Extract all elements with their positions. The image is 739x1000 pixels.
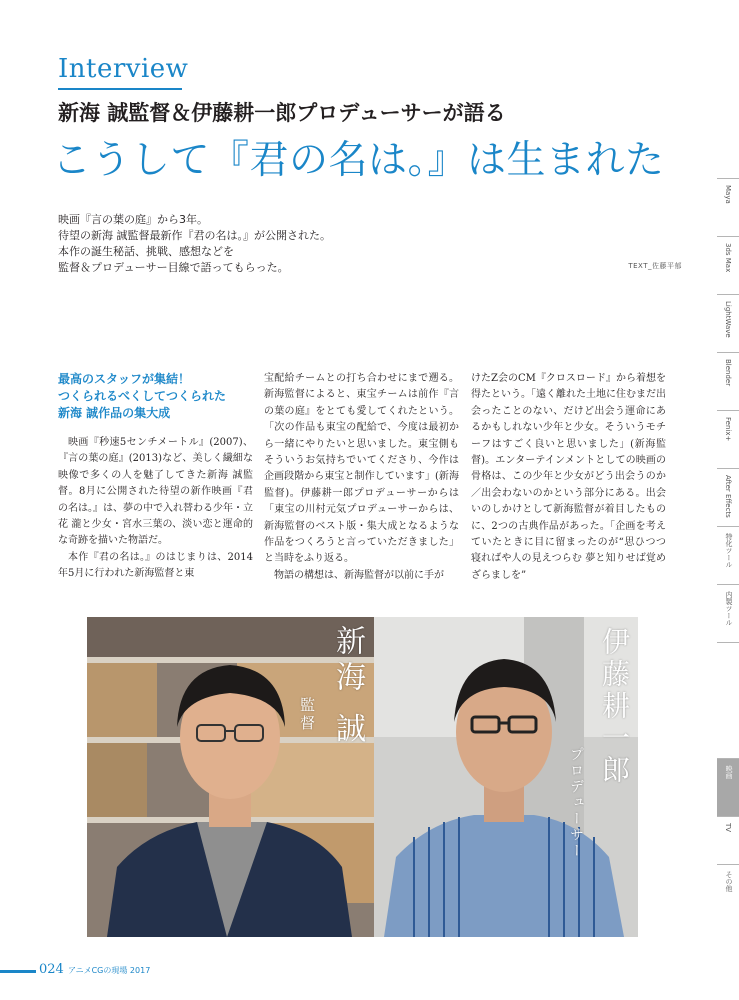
- article-subtitle: 新海 誠監督＆伊藤耕一郎プロデューサーが語る: [58, 101, 506, 125]
- photo-director: [87, 617, 374, 937]
- section-heading-line: つくられるべくしてつくられた: [58, 389, 227, 403]
- text-credit: TEXT_佐藤平郁: [628, 262, 682, 270]
- section-heading: [58, 371, 253, 422]
- producer-role: プロデューサー: [568, 747, 584, 859]
- article-title: こうして『君の名は。』は生まれた: [52, 138, 665, 183]
- category-tabs: [717, 178, 739, 918]
- paragraph: けたZ会のCM『クロスロード』から着想を得たという。「遠く離れた土地に住むまだ出会ったことのない、だけど出会う運命にあるかもしれない少年と少女。そういうモチーフはすごく良いと思いました」(新海監督)。エンターテインメントとしての映画の骨格は、この少年と少女がどう出会うのか／出会わないのかという部分にある。出会いのしかけとして新海監督が着目したものに、2つの古典作品があった。「企画を考えていたときに目に留まったのが“思ひつつ寝ればや人の見えつらむ 夢と知りせば覚めざらましを”: [471, 373, 666, 581]
- director-role: 監督: [298, 697, 316, 733]
- paragraph: 本作『君の名は。』のはじまりは、2014年5月に行われた新海監督と東: [58, 551, 253, 580]
- tab-label: その他: [725, 871, 733, 892]
- tab-movie[interactable]: [717, 758, 739, 817]
- publication-name: アニメCGの現場 2017: [68, 966, 151, 975]
- tab-label: TV: [724, 823, 732, 833]
- tab-label: 内製ツール: [725, 591, 733, 626]
- tab-label: After Effects: [724, 475, 732, 518]
- lead-paragraph: [58, 212, 478, 276]
- tab-other[interactable]: [717, 864, 739, 919]
- tab-label: Maya: [724, 185, 732, 204]
- lead-line: 監督＆プロデューサー目線で語ってもらった。: [58, 261, 289, 274]
- tab-tv[interactable]: [717, 816, 739, 865]
- lead-line: 映画『言の葉の庭』から3年。: [58, 213, 208, 226]
- paragraph: 宝配給チームとの打ち合わせにまで遡る。新海監督によると、東宝チームは前作『言の葉の庭』をとても愛してくれたという。「次の作品も東宝の配給で、今度は最初から一緒にやりたいと思いました。東宝側もそういうお気持ちでいてくださり、今作は企画段階から東宝と制作しています」(新海監督)。伊藤耕一郎プロデューサーからは「東宝の川村元気プロデューサーからは、新海監督のベスト版・集大成となるような作品をつくろうと言っていただきました」と当時をふり返る。: [264, 373, 459, 565]
- tab-label: 3ds Max: [724, 243, 732, 273]
- paragraph: 物語の構想は、新海監督が以前に手が: [274, 569, 444, 581]
- page-number: 024: [39, 962, 64, 977]
- footer-rule: [0, 970, 36, 973]
- tab-label: 特化ツール: [725, 533, 733, 568]
- tab-label: LightWave: [724, 301, 732, 338]
- article-column-2: [264, 371, 459, 584]
- lead-line: 待望の新海 誠監督最新作『君の名は。』が公開された。: [58, 229, 331, 242]
- article-column-1: [58, 371, 253, 583]
- section-heading-line: 新海 誠作品の集大成: [58, 406, 171, 420]
- lead-line: 本作の誕生秘話、挑戦、感想などを: [58, 245, 234, 258]
- label-underline: [58, 88, 182, 90]
- producer-name: 伊藤耕一郎: [598, 627, 631, 787]
- tab-in-house-tools[interactable]: [717, 584, 739, 643]
- paragraph: 映画『秒速5センチメートル』(2007)、『言の葉の庭』(2013)など、美しく繊細な映像で多くの人を魅了してきた新海 誠監督。8月に公開された待望の新作映画『君の名は。』は、夢の中で入れ替わる少年・立花 瀧と少女・宮水三葉の、淡い恋と運命的な奇跡を描いた物語だ。: [58, 437, 253, 547]
- tab-label: Fenix+: [724, 417, 732, 442]
- tab-specialized-tools[interactable]: [717, 526, 739, 585]
- section-label: Interview: [58, 54, 189, 84]
- photo-producer: [374, 617, 638, 937]
- tab-blender[interactable]: [717, 352, 739, 411]
- tab-fenix[interactable]: [717, 410, 739, 469]
- director-name: 新海 誠: [330, 625, 365, 749]
- section-heading-line: 最高のスタッフが集結！: [58, 372, 191, 386]
- tab-3ds-max[interactable]: [717, 236, 739, 295]
- tab-label: 映画: [725, 765, 733, 779]
- tab-maya[interactable]: [717, 178, 739, 237]
- tab-after-effects[interactable]: [717, 468, 739, 527]
- tab-label: Blender: [724, 359, 732, 387]
- article-column-3: [471, 371, 666, 584]
- tab-lightwave[interactable]: [717, 294, 739, 353]
- tab-spacer: [717, 642, 739, 759]
